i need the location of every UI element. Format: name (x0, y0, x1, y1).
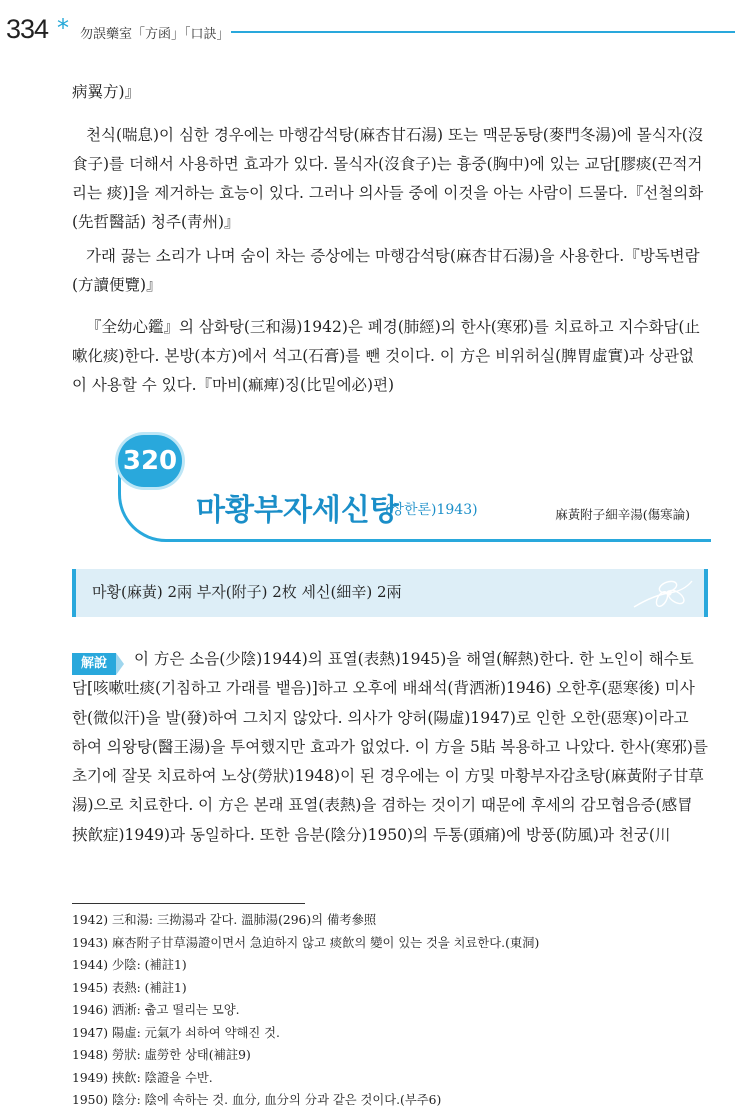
paragraph-phlegm: 가래 끓는 소리가 나며 숨이 차는 증상에는 마행감석탕(麻杏甘石湯)을 사용한다.『방독변람(方讀便覽)』 (72, 247, 700, 294)
footnote-item: 1947) 陽虛: 元氣가 쇠하여 약해진 것. (72, 1025, 280, 1040)
footnote-item: 1945) 表熱: (補註1) (72, 980, 187, 995)
ingredients-right-bar (704, 569, 708, 617)
footnote-item: 1946) 洒淅: 춥고 떨리는 모양. (72, 1003, 240, 1017)
explanation-tag: 解說 (72, 653, 116, 675)
footnote-item: 1950) 陰分: 陰에 속하는 것. 血分, 血分의 分과 같은 것이다.(부주6) (72, 1093, 442, 1107)
formula-heading (118, 435, 708, 543)
formula-title: 마황부자세신탕 (196, 493, 399, 528)
footnote-item: 1948) 勞狀: 虛勞한 상태(補註9) (72, 1048, 251, 1062)
footnote-item: 1943) 麻杏附子甘草湯證이면서 急迫하지 않고 痰飮의 變이 있는 것을 치료한다.(東洞) (72, 935, 540, 950)
page-header (0, 6, 735, 46)
paragraph-asthma: 천식(喘息)이 심한 경우에는 마행감석탕(麻杏甘石湯) 또는 맥문동탕(麥門冬湯)에 몰식자(沒食子)를 더해서 사용하면 효과가 있다. 몰식자(沒食子)는 흉중(胸中)에 있는 교담[膠痰(끈적거리는 痰)]을 제거하는 효능이 있다. 그러나 의사들 중에 이것을 아는 사람이 드물다.『선철의화(先哲醫話) 청주(靑州)』 (72, 126, 704, 231)
page-number: 334 (6, 14, 49, 44)
paragraph-samhwatang: 『全幼心鑑』의 삼화탕(三和湯)1942)은 폐경(肺經)의 한사(寒邪)를 치료하고 지수화담(止嗽化痰)한다. 본방(本方)에서 석고(石膏)를 뺀 것이다. 이 方은 비위허실(脾胃虛實)과 상관없이 사용할 수 있다.『마비(痲痺)징(比밑에必)편) (72, 318, 700, 394)
footnote-item: 1942) 三和湯: 三拗湯과 같다. 溫肺湯(296)의 備考參照 (72, 913, 377, 927)
paragraph-continuation: 病翼方)』 (72, 83, 141, 101)
formula-hanja-name: 麻黃附子細辛湯(傷寒論) (555, 507, 690, 522)
formula-number-badge: 320 (118, 435, 182, 487)
formula-source: (상한론)1943) (385, 502, 478, 518)
ingredients-left-bar (72, 569, 76, 617)
ingredients-text: 마황(麻黃) 2兩 부자(附子) 2枚 세신(細辛) 2兩 (92, 583, 402, 601)
footnote-item: 1949) 挾飮: 陰證을 수반. (72, 1070, 213, 1085)
running-title: 勿誤藥室「方函」「口訣」 (80, 27, 230, 42)
footnotes (72, 909, 708, 1112)
footnote-rule (72, 903, 305, 904)
footnote-item: 1944) 少陰: (補註1) (72, 958, 187, 972)
explanation-body: 이 方은 소음(少陰)1944)의 표열(表熱)1945)을 해열(解熱)한다. 한 노인이 해수토담[咳嗽吐痰(기침하고 가래를 뱉음)]하고 오후에 배쇄석(背洒淅)1946) 오한후(惡寒後) 미사한(微似汗)을 발(發)하여 그치지 않았다. 의사가 양허(陽虛)1947)로 인한 오한(惡寒)이라고 하여 의왕탕(醫王湯)을 투여했지만 효과가 없었다. 이 方을 5貼 복용하고 나았다. 한사(寒邪)를 초기에 잘못 치료하여 노상(勞狀)1948)이 된 경우에는 이 方및 마황부자감초탕(麻黃附子甘草湯)으로 치료한다. 이 方은 본래 표열(表熱)을 겸하는 것이기 때문에 후세의 감모협음증(感冒挾飮症)1949)과 동일하다. 또한 음분(陰分)1950)의 두통(頭痛)에 방풍(防風)과 천궁(川 (72, 650, 708, 844)
header-rule (231, 31, 735, 33)
explanation-text (72, 645, 708, 850)
flower-decoration-icon (624, 573, 694, 613)
ingredients-box (72, 569, 708, 617)
star-icon: * (57, 14, 69, 42)
